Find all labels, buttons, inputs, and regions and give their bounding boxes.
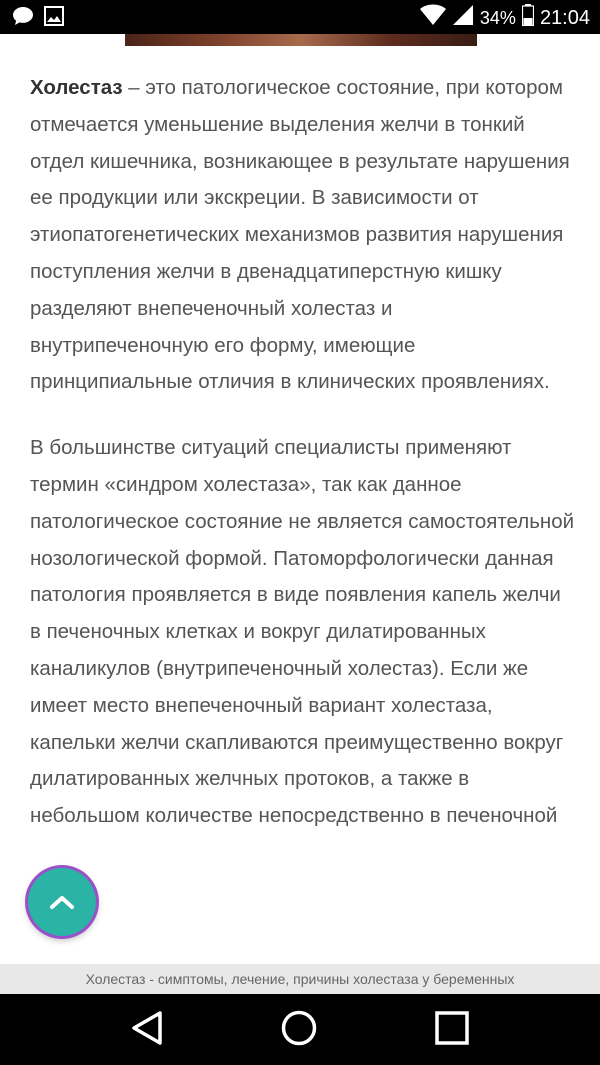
signal-icon: [452, 4, 474, 32]
article-hero-image: [125, 34, 477, 46]
status-bar-right: [420, 4, 590, 32]
article-body: [30, 70, 575, 864]
battery-icon: [522, 4, 534, 32]
home-button[interactable]: [277, 1008, 321, 1052]
battery-percent: 34%: [479, 7, 516, 28]
page-caption-text: Холестаз - симптомы, лечение, причины холестаза у беременных: [85, 971, 515, 987]
image-icon: [44, 6, 64, 31]
article-paragraph-1: [30, 70, 575, 401]
recent-square-icon: [434, 1010, 470, 1051]
scroll-to-top-button[interactable]: [28, 868, 96, 936]
back-triangle-icon: [130, 1010, 164, 1051]
message-icon: [12, 6, 34, 31]
status-bar: [0, 0, 600, 34]
page-caption-bar[interactable]: [0, 964, 600, 994]
back-button[interactable]: [125, 1008, 169, 1052]
status-bar-left: [12, 6, 64, 31]
article-paragraph-2: В большинстве ситуаций специалисты применяют термин «синдром холестаза», так как данное патологическое состояние не является самостоятельной нозологической формой. Патоморфологически данная патология проявляется в виде появления капель желчи в печеночных клетках и вокруг дилатированных каналикулов (внутрипеченочный холестаз). Если же имеет место внепеченочный вариант холестаза, капельки желчи скапливаются преимущественно вокруг дилатированных желчных протоков, а также в небольшом количестве непосредственно в печеночной: [30, 436, 575, 828]
article-paragraph-1-text: – это патологическое состояние, при котором отмечается уменьшение выделения желчи в тонкий отдел кишечника, возникающее в результате нарушения ее продукции или экскреции. В зависимости от этиопатогенетических механизмов развития нарушения поступления желчи в двенадцатиперстную кишку разделяют внепеченочный холестаз и внутрипеченочную его форму, имеющие принципиальные отличия в клинических проявлениях.: [30, 76, 570, 394]
wifi-icon: [420, 4, 446, 32]
article-term-bold: Холестаз: [30, 76, 123, 99]
article-scroll-area[interactable]: [0, 34, 600, 964]
clock: 21:04: [539, 6, 590, 29]
home-circle-icon: [280, 1009, 318, 1052]
recent-apps-button[interactable]: [430, 1008, 474, 1052]
navigation-bar: [0, 994, 600, 1065]
chevron-up-icon: [49, 894, 75, 910]
